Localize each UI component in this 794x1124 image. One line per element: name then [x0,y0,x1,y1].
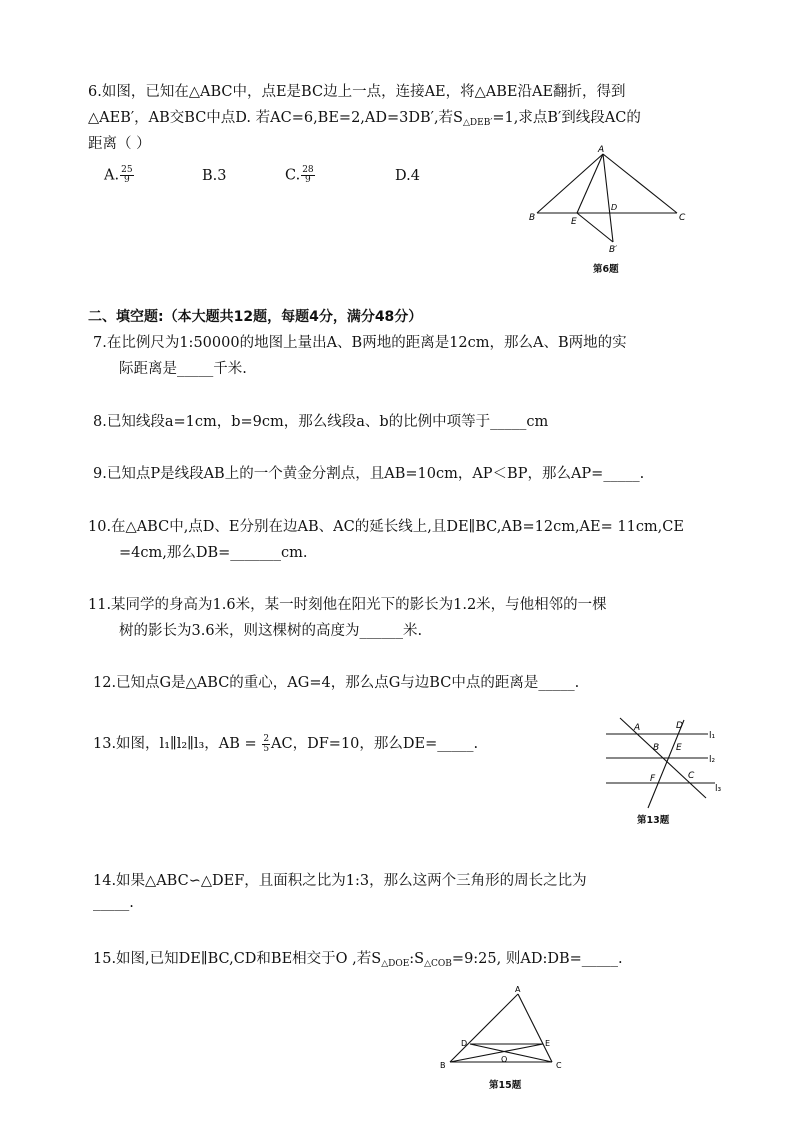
q6-label-c: C [679,213,686,223]
q13-label-e: E [676,743,682,753]
q13-label-b: B [653,743,660,753]
q15-label-d: D [461,1039,468,1048]
q6-label-bprime: B′ [609,245,618,255]
q15-label-c: C [556,1061,562,1070]
section-heading: 二、填空题:（本大题共12题，每题4分，满分48分） [88,309,423,325]
q6-label-b: B [529,213,536,223]
q15-label-o: O [501,1055,508,1064]
q11-line1: 11.某同学的身高为1.6米，某一时刻他在阳光下的影长为1.2米，与他相邻的一棵 [88,597,607,613]
q6-option-c: C. $\frac{28}{9}$ [285,165,314,185]
q6-option-d: D.4 [395,168,420,184]
q13-label-c: C [688,771,695,781]
q13-caption: 第13题 [637,815,670,826]
q13-figure [600,712,730,812]
q15-text: 15.如图,已知DE∥BC,CD和BE相交于O ,若$S_{\triangle DOE}:S_{\triangle COB}=9:25$, 则AD:DB=_____. [93,951,623,969]
q15-label-e: E [545,1039,551,1048]
q13-label-a: A [634,723,641,733]
q7-line2: 际距离是_____千米. [119,361,247,377]
q6-line2: △AEB′，AB交BC中点D. 若AC=6,BE=2,AD=3DB′,若$S_{\triangle DEB'}=1$,求点B′到线段AC的 [88,110,641,128]
q13-text: 13.如图，l₁∥l₂∥l₃，AB = $\frac{2}{5}$ AC，DF=10，那么DE=_____. [93,733,479,754]
q6-line3: 距离（ ） [88,136,151,152]
q14-line2: _____. [93,895,134,911]
q6-figure [525,140,695,280]
q13-label-f: F [650,774,656,784]
q13-label-l3: l₃ [715,784,722,794]
q6-label-a: A [598,145,605,155]
q7-line1: 7.在比例尺为1:50000的地图上量出A、B两地的距离是12cm，那么A、B两地的实 [93,335,627,351]
q6-line1: 6.如图，已知在△ABC中，点E是BC边上一点，连接AE，将△ABE沿AE翻折，得到 [88,84,626,100]
q6-label-e: E [571,217,577,227]
q15-caption: 第15题 [489,1080,522,1091]
q11-line2: 树的影长为3.6米，则这棵树的高度为______米. [119,623,423,639]
q14-line1: 14.如果△ABC∽△DEF，且面积之比为1:3，那么这两个三角形的周长之比为 [93,873,587,889]
q10-line1: 10.在△ABC中,点D、E分别在边AB、AC的延长线上,且DE∥BC,AB=12cm,AE= 11cm,CE [88,519,684,535]
q6-option-a: A. $\frac{25}{9}$ [104,165,133,185]
q8-text: 8.已知线段a=1cm，b=9cm，那么线段a、b的比例中项等于_____cm [93,414,549,430]
q12-text: 12.已知点G是△ABC的重心，AG=4，那么点G与边BC中点的距离是_____. [93,675,580,691]
q6-label-d: D [611,203,618,212]
q6-option-b: B.3 [202,168,227,184]
q6-caption: 第6题 [593,264,619,275]
q13-label-l2: l₂ [709,755,716,765]
q15-figure [432,982,572,1078]
q15-label-a: A [515,985,521,994]
q13-label-d: D [676,721,683,731]
q15-label-b: B [440,1061,446,1070]
q9-text: 9.已知点P是线段AB上的一个黄金分割点，且AB=10cm，AP＜BP，那么AP=_____. [93,466,645,482]
q13-label-l1: l₁ [709,731,716,741]
q10-line2: =4cm,那么DB=_______cm. [119,545,308,561]
